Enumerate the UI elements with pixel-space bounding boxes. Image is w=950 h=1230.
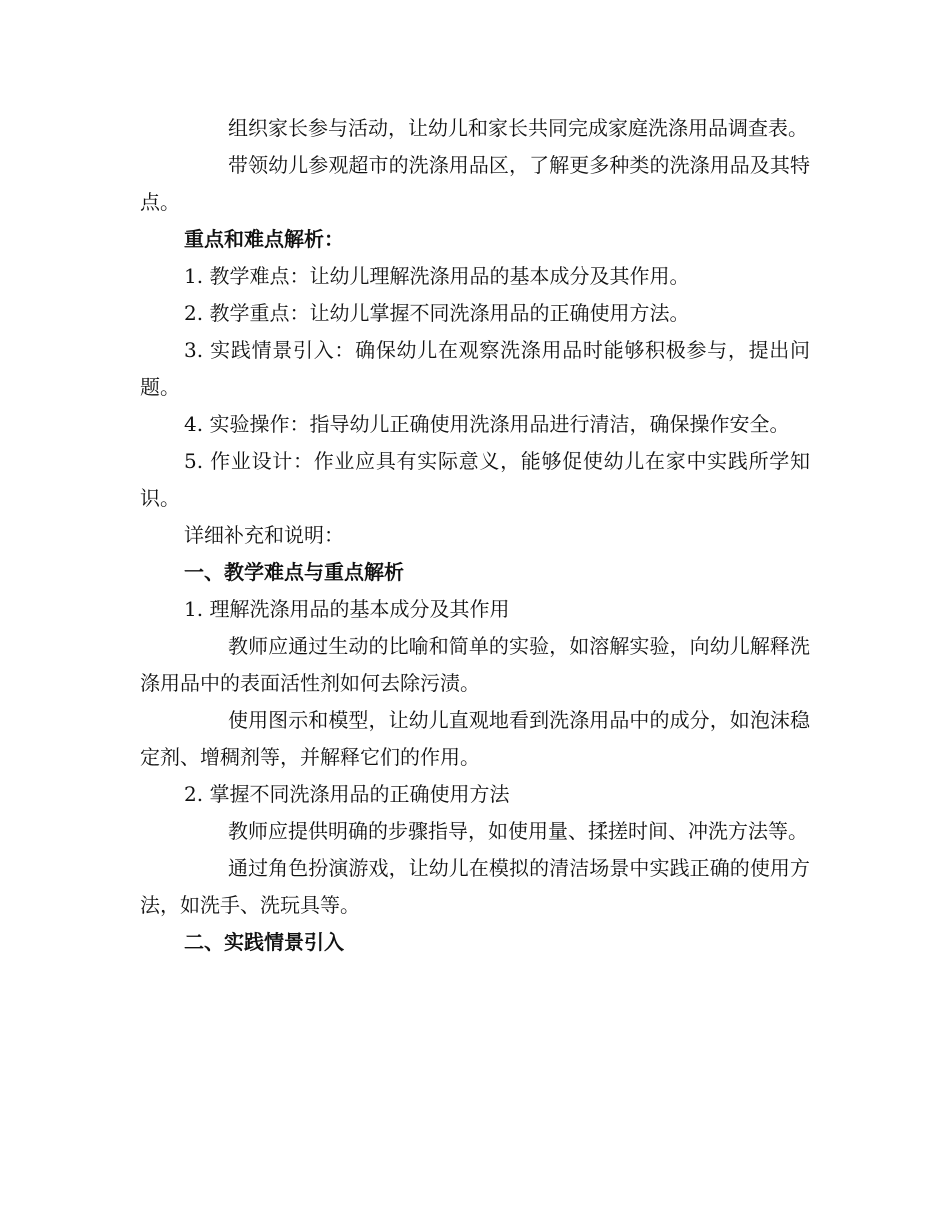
paragraph-analogy-experiment: 教师应通过生动的比喻和简单的实验，如溶解实验，向幼儿解释洗涤用品中的表面活性剂如何去除污渍。 <box>140 634 810 695</box>
paragraph-diagrams-models: 使用图示和模型，让幼儿直观地看到洗涤用品中的成分，如泡沫稳定剂、增稠剂等，并解释它们的作用。 <box>140 708 810 769</box>
section-heading-2: 二、实践情景引入 <box>184 930 344 954</box>
paragraph-parent-survey: 组织家长参与活动，让幼儿和家长共同完成家庭洗涤用品调查表。 <box>228 116 808 140</box>
subsection-heading-2: 2. 掌握不同洗涤用品的正确使用方法 <box>184 782 510 806</box>
subsection-heading-1: 1. 理解洗涤用品的基本成分及其作用 <box>184 597 510 621</box>
list-item-teaching-difficulty: 1. 教学难点：让幼儿理解洗涤用品的基本成分及其作用。 <box>184 264 690 288</box>
document-page <box>140 110 810 961</box>
section-heading-1: 一、教学难点与重点解析 <box>184 560 404 584</box>
paragraph-step-guidance: 教师应提供明确的步骤指导，如使用量、揉搓时间、冲洗方法等。 <box>228 819 808 843</box>
list-item-homework-design: 5. 作业设计：作业应具有实际意义，能够促使幼儿在家中实践所学知识。 <box>140 449 810 510</box>
paragraph-details-label: 详细补充和说明： <box>184 523 344 547</box>
paragraph-supermarket-visit: 带领幼儿参观超市的洗涤用品区，了解更多种类的洗涤用品及其特点。 <box>140 153 810 214</box>
list-item-practice-scenario: 3. 实践情景引入：确保幼儿在观察洗涤用品时能够积极参与，提出问题。 <box>140 338 810 399</box>
list-item-experiment-operation: 4. 实验操作：指导幼儿正确使用洗涤用品进行清洁，确保操作安全。 <box>184 412 790 436</box>
list-item-teaching-focus: 2. 教学重点：让幼儿掌握不同洗涤用品的正确使用方法。 <box>184 301 690 325</box>
paragraph-role-play: 通过角色扮演游戏，让幼儿在模拟的清洁场景中实践正确的使用方法，如洗手、洗玩具等。 <box>140 856 810 917</box>
heading-key-difficult-points: 重点和难点解析： <box>184 227 344 251</box>
